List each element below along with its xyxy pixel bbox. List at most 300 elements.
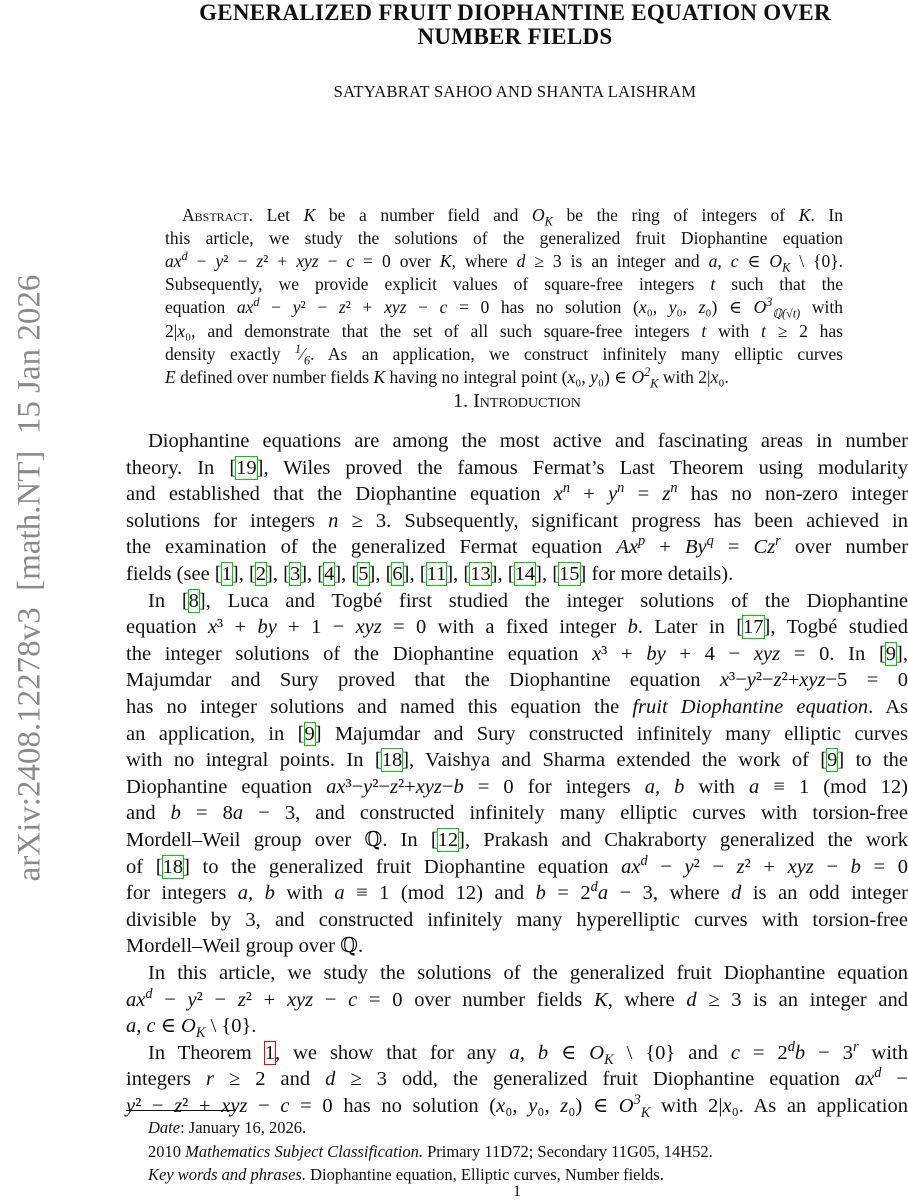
text: ≥ 2 and (214, 1068, 325, 1090)
abstract-line (165, 366, 843, 388)
text: − (406, 297, 439, 317)
math-or-emphasis: c (731, 1042, 740, 1064)
math-or-emphasis: y (293, 297, 301, 317)
link-text[interactable]: 8 (189, 590, 199, 612)
text: is an odd integer (741, 882, 908, 904)
text: 2| (165, 321, 177, 341)
text: − 3 (805, 1042, 853, 1064)
math-or-emphasis: d (731, 882, 741, 904)
text: Primary 11D72; Secondary 11G05, 14H52. (423, 1142, 713, 1161)
math-or-emphasis: c (440, 297, 448, 317)
math-or-emphasis: ax (126, 989, 145, 1011)
body-line (126, 907, 908, 933)
link-text[interactable]: 9 (305, 723, 315, 745)
math-or-emphasis: x (711, 367, 719, 387)
text: equation (126, 616, 208, 638)
math-or-emphasis: z (390, 776, 398, 798)
text: : January 16, 2026. (180, 1118, 306, 1137)
text: − (442, 776, 454, 798)
text: − (188, 251, 216, 271)
body-line (126, 800, 908, 826)
text: , where (608, 989, 687, 1011)
math-or-emphasis: t (710, 274, 715, 294)
text: , (903, 643, 908, 665)
subscript: K (782, 261, 790, 275)
link-text[interactable]: 9 (886, 643, 896, 665)
superscript: n (617, 480, 624, 496)
body-line (126, 667, 908, 693)
math-or-emphasis: a (749, 776, 759, 798)
text: solutions for integers (126, 510, 328, 532)
text: density exactly (165, 344, 295, 364)
math-or-emphasis: y (363, 776, 372, 798)
text: ₀, (676, 297, 698, 317)
abstract-line (165, 296, 843, 318)
subscript: 6 (304, 353, 310, 367)
math-or-emphasis: n (328, 510, 338, 532)
math-or-emphasis: z (174, 1095, 182, 1117)
citation-link[interactable]: [9] (879, 643, 903, 665)
text: ³ + (217, 616, 257, 638)
citation-link[interactable]: [13] (463, 563, 497, 585)
math-or-emphasis: Ax (616, 536, 638, 558)
citation-link[interactable]: [18] (156, 856, 190, 878)
math-or-emphasis: y (126, 1095, 135, 1117)
text: , Vaishya and Sharma extended the work of (409, 749, 820, 771)
link-text[interactable]: 3 (290, 563, 300, 585)
text: ₀, (537, 1095, 560, 1117)
link-text[interactable]: 14 (515, 563, 536, 585)
math-or-emphasis: Mathematics Subject Classification. (185, 1142, 423, 1161)
citation-link[interactable]: [19] (229, 457, 263, 479)
superscript: d (788, 1039, 795, 1055)
superscript: d (591, 879, 598, 895)
section-title: Introduction (473, 390, 581, 412)
math-or-emphasis: a (233, 802, 243, 824)
text: = 2 (546, 882, 591, 904)
citation-link[interactable]: [6] (386, 563, 410, 585)
math-or-emphasis: ax (165, 251, 182, 271)
link-text[interactable]: 18 (163, 856, 184, 878)
text: ² + (745, 856, 788, 878)
link-text[interactable]: 13 (470, 563, 491, 585)
superscript: 2 (644, 365, 650, 379)
math-or-emphasis: y (188, 989, 197, 1011)
superscript: d (874, 1066, 881, 1082)
math-or-emphasis: fruit Diophantine equation (632, 696, 868, 718)
text: with 2| (650, 1095, 722, 1117)
math-or-emphasis: xyz (356, 616, 382, 638)
abstract-line (182, 204, 843, 226)
body-line (126, 508, 908, 534)
text: , (239, 563, 249, 585)
math-or-emphasis: a (334, 882, 344, 904)
text: ∈ (739, 251, 770, 271)
superscript: r (775, 534, 781, 550)
text: ≡ 1 (mod 12) and (345, 882, 536, 904)
link-text[interactable]: 19 (236, 457, 257, 479)
body-line (126, 534, 908, 560)
link-text[interactable]: 12 (438, 829, 459, 851)
text: with (859, 1042, 908, 1064)
paper-title-line-1: GENERALIZED FRUIT DIOPHANTINE EQUATION OVER (120, 0, 908, 26)
math-or-emphasis: z (256, 251, 263, 271)
math-or-emphasis: r (206, 1068, 214, 1090)
link-text[interactable]: 18 (382, 749, 403, 771)
citation-link[interactable]: [5] (351, 563, 375, 585)
text: ∈ (548, 1042, 589, 1064)
math-or-emphasis: x (208, 616, 217, 638)
math-or-emphasis: E (165, 367, 176, 387)
text: Mordell–Weil group over ℚ. (126, 935, 363, 957)
text: , (409, 563, 419, 585)
math-or-emphasis: z (339, 297, 346, 317)
text: − (260, 297, 293, 317)
text: ₀. (718, 367, 728, 387)
citation-link[interactable]: [4] (317, 563, 341, 585)
text: ₀) ∈ (705, 297, 753, 317)
text: ₀) ∈ (598, 367, 632, 387)
text: the examination of the generalized Fermat equation (126, 536, 616, 558)
text: = 0. In (780, 643, 879, 665)
text: ² + (246, 989, 287, 1011)
text: \ {0}. (790, 251, 843, 271)
text: + (570, 483, 608, 505)
text: \ {0} and (614, 1042, 731, 1064)
math-or-emphasis: a, c (709, 251, 739, 271)
text: − (648, 856, 685, 878)
body-line (148, 428, 908, 454)
text: − (313, 989, 348, 1011)
citation-link[interactable]: [3] (283, 563, 307, 585)
body-line (126, 1093, 908, 1119)
math-or-emphasis: a, b (238, 882, 275, 904)
text: = 0 over (354, 251, 440, 271)
math-or-emphasis: K (799, 205, 811, 225)
math-or-emphasis: c (346, 251, 354, 271)
text: , (375, 563, 385, 585)
text: the integer solutions of the Diophantine equation (126, 643, 592, 665)
math-or-emphasis: z (737, 856, 745, 878)
abstract-line (165, 250, 843, 272)
link-text[interactable]: 9 (827, 749, 837, 771)
math-or-emphasis: xyz (221, 1095, 247, 1117)
abstract-line (165, 343, 843, 365)
abstract-line (165, 273, 843, 295)
text: ²+ (782, 669, 800, 691)
math-or-emphasis: ax (855, 1068, 874, 1090)
superscript: d (640, 853, 647, 869)
citation-link[interactable]: [11] (420, 563, 453, 585)
text: of (126, 856, 156, 878)
text: , (453, 563, 463, 585)
link-text[interactable]: 1 (222, 563, 232, 585)
text: Mordell–Weil group over ℚ. In (126, 829, 431, 851)
math-or-emphasis: x (177, 321, 185, 341)
text: = 0 with a fixed integer (382, 616, 628, 638)
text: = 2 (740, 1042, 788, 1064)
text: ² − (694, 856, 737, 878)
text: + 4 − (666, 643, 754, 665)
body-line (148, 960, 908, 986)
text: = 8 (181, 802, 233, 824)
subscript: K (641, 1105, 651, 1121)
text: ² − (223, 251, 256, 271)
text: ² + (182, 1095, 221, 1117)
math-or-emphasis: Key words and phrases. (148, 1165, 306, 1184)
abstract-line (165, 320, 843, 342)
math-or-emphasis: a (598, 882, 608, 904)
body-line (126, 694, 908, 720)
text: = 0 (861, 856, 908, 878)
text: ≥ 2 has (766, 321, 843, 341)
text: − (814, 856, 851, 878)
footnote-line (148, 1117, 908, 1139)
text: fields (see (126, 563, 215, 585)
math-or-emphasis: K (440, 251, 452, 271)
citation-link[interactable]: [15] (552, 563, 586, 585)
math-or-emphasis: Cz (754, 536, 776, 558)
citation-link[interactable]: [17] (736, 616, 770, 638)
text: = (714, 536, 754, 558)
text: ₀. As an application (732, 1095, 908, 1117)
body-line (126, 561, 908, 587)
text: ₀, and demonstrate that the set of all such square-free integers (185, 321, 701, 341)
citation-link[interactable]: [1] (215, 563, 239, 585)
text: = 0 has no solution ( (447, 297, 638, 317)
superscript: 3 (766, 296, 772, 310)
link-text[interactable]: 1 (265, 1042, 275, 1064)
math-or-emphasis: xyz (799, 669, 825, 691)
body-line (126, 827, 908, 853)
text: for more details). (586, 563, 733, 585)
math-or-emphasis: z (560, 1095, 568, 1117)
math-or-emphasis: b (628, 616, 638, 638)
math-or-emphasis: y (528, 1095, 537, 1117)
text: , where (452, 251, 517, 271)
text: ≡ 1 (mod 12) (759, 776, 908, 798)
body-line (126, 933, 908, 959)
subscript: K (604, 1052, 614, 1068)
body-line (148, 1040, 908, 1066)
authors: SATYABRAT SAHOO AND SHANTA LAISHRAM (120, 82, 908, 102)
link-text[interactable]: 5 (358, 563, 368, 585)
math-or-emphasis: K (304, 205, 316, 225)
citation-link[interactable]: [18] (375, 749, 409, 771)
text: ≥ 3 is an integer and (525, 251, 708, 271)
text: − (881, 1068, 908, 1090)
text: − 3, and constructed infinitely many elliptic curves with torsion-free (243, 802, 908, 824)
math-or-emphasis: x (720, 669, 729, 691)
link-text[interactable]: 15 (559, 563, 580, 585)
text: ≥ 3 odd, the generalized fruit Diophantine equation (335, 1068, 854, 1090)
text: such that the (715, 274, 843, 294)
link-text[interactable]: 11 (427, 563, 447, 585)
text: defined over number fields (176, 367, 374, 387)
citation-link[interactable]: [9] (820, 749, 844, 771)
math-or-emphasis: z (774, 669, 782, 691)
superscript: 3 (634, 1092, 641, 1108)
subscript: ℚ(√t) (772, 307, 800, 321)
text: . As an application, we construct infinitely many elliptic curves (310, 344, 843, 364)
text: ³− (345, 776, 363, 798)
superscript: r (853, 1039, 859, 1055)
text: ² − (300, 297, 338, 317)
body-line (126, 641, 908, 667)
body-line (126, 614, 908, 640)
text: ² − (197, 989, 238, 1011)
math-or-emphasis: O (754, 297, 767, 317)
text: 2010 (148, 1142, 185, 1161)
math-or-emphasis: b (453, 776, 463, 798)
text: − (319, 251, 347, 271)
math-or-emphasis: z (699, 297, 706, 317)
math-or-emphasis: O (619, 1095, 634, 1117)
text: with (275, 882, 334, 904)
math-or-emphasis: K (594, 989, 608, 1011)
footnote-line (148, 1141, 908, 1163)
math-or-emphasis: a, c (126, 1015, 156, 1037)
superscript: n (670, 480, 677, 496)
math-or-emphasis: t (701, 321, 706, 341)
math-or-emphasis: x (592, 643, 601, 665)
text: − 3, where (608, 882, 731, 904)
citation-link[interactable]: [2] (249, 563, 273, 585)
arxiv-stamp[interactable]: arXiv:2408.12278v3 [math.NT] 15 Jan 2026 (12, 275, 49, 882)
citation-link[interactable]: [9] (298, 723, 322, 745)
text: + (645, 536, 685, 558)
text: be a number field and (315, 205, 532, 225)
math-or-emphasis: c (280, 1095, 289, 1117)
paper-title-line-2: NUMBER FIELDS (120, 24, 908, 50)
math-or-emphasis: d (686, 989, 696, 1011)
text: with 2| (658, 367, 710, 387)
math-or-emphasis: O (181, 1015, 196, 1037)
math-or-emphasis: O (632, 367, 645, 387)
body-line (148, 588, 908, 614)
body-line (126, 481, 908, 507)
text: ²− (756, 669, 774, 691)
subscript: K (545, 215, 553, 229)
text: \ {0}. (205, 1015, 256, 1037)
link-text[interactable]: 2 (256, 563, 266, 585)
footnote-rule (126, 1110, 236, 1111)
citation-link[interactable]: [8] (182, 590, 206, 612)
text: has no non-zero integer (678, 483, 908, 505)
math-or-emphasis: y (747, 669, 756, 691)
text: = 0 has no solution ( (289, 1095, 496, 1117)
superscript: d (253, 296, 259, 310)
math-or-emphasis: x (554, 483, 563, 505)
text: with no integral points. In (126, 749, 375, 771)
text: , Wiles proved the famous Fermat’s Last Theorem using modularity (264, 457, 908, 479)
text: In (148, 590, 182, 612)
text: ₀, (575, 367, 590, 387)
text: to the generalized fruit Diophantine equation (190, 856, 621, 878)
text: theory. In (126, 457, 229, 479)
section-number: 1. (453, 390, 468, 412)
text: −5 = 0 (825, 669, 908, 691)
math-or-emphasis: b (851, 856, 861, 878)
text: ² + (346, 297, 384, 317)
text: + 1 − (277, 616, 356, 638)
theorem-ref-link[interactable] (265, 1042, 275, 1064)
citation-link[interactable]: [14] (508, 563, 542, 585)
math-or-emphasis: z (238, 989, 246, 1011)
math-or-emphasis: t (761, 321, 766, 341)
math-or-emphasis: O (769, 251, 782, 271)
text: ₀) ∈ (568, 1095, 619, 1117)
text: ≥ 3. Subsequently, significant progress has been achieved in (338, 510, 908, 532)
link-text[interactable]: 17 (743, 616, 764, 638)
text: ₀, (647, 297, 669, 317)
link-text[interactable]: 6 (392, 563, 402, 585)
math-or-emphasis: y (215, 251, 223, 271)
superscript: q (707, 534, 714, 550)
text: , (498, 563, 508, 585)
text: . As (868, 696, 908, 718)
text: In Theorem (148, 1042, 265, 1064)
math-or-emphasis: ax (621, 856, 640, 878)
math-or-emphasis: c (348, 989, 357, 1011)
text: ³− (729, 669, 747, 691)
subscript: K (650, 376, 658, 390)
body-line (126, 774, 908, 800)
text: Majumdar and Sury proved that the Diophantine equation (126, 669, 720, 691)
text: − (153, 989, 188, 1011)
text: over number (781, 536, 908, 558)
abstract-line (165, 227, 843, 249)
text: with (800, 297, 843, 317)
math-or-emphasis: y (590, 367, 598, 387)
math-or-emphasis: ax (237, 297, 254, 317)
superscript: n (563, 480, 570, 496)
math-or-emphasis: xyz (296, 251, 318, 271)
body-line (126, 987, 908, 1013)
text: integers (126, 1068, 206, 1090)
text: ≥ 3 is an integer and (697, 989, 908, 1011)
superscript: 1 (295, 342, 301, 356)
text: an application, in (126, 723, 298, 745)
math-or-emphasis: y (608, 483, 617, 505)
body-line (126, 1066, 908, 1092)
math-or-emphasis: x (639, 297, 647, 317)
math-or-emphasis: y (684, 856, 693, 878)
link-text[interactable]: 4 (324, 563, 334, 585)
text: for integers (126, 882, 238, 904)
body-line (126, 721, 908, 747)
text: Diophantine equation (126, 776, 326, 798)
citation-link[interactable]: [12] (431, 829, 465, 851)
math-or-emphasis: b (536, 882, 546, 904)
math-or-emphasis: d (325, 1068, 335, 1090)
math-or-emphasis: x (496, 1095, 505, 1117)
text: , Togbé studied (770, 616, 908, 638)
math-or-emphasis: y (669, 297, 677, 317)
text: , Luca and Togbé first studied the integer solutions of the Diophantine (206, 590, 908, 612)
text: be the ring of integers of (553, 205, 799, 225)
text: . Later in (638, 616, 736, 638)
body-line (126, 747, 908, 773)
text: equation (165, 297, 237, 317)
text: ² − (135, 1095, 174, 1117)
math-or-emphasis: b (171, 802, 181, 824)
text: ²− (372, 776, 390, 798)
text: = (624, 483, 662, 505)
section-heading (126, 390, 908, 413)
text: Diophantine equation, Elliptic curves, Number fields. (306, 1165, 664, 1184)
text: = 0 over number fields (357, 989, 594, 1011)
